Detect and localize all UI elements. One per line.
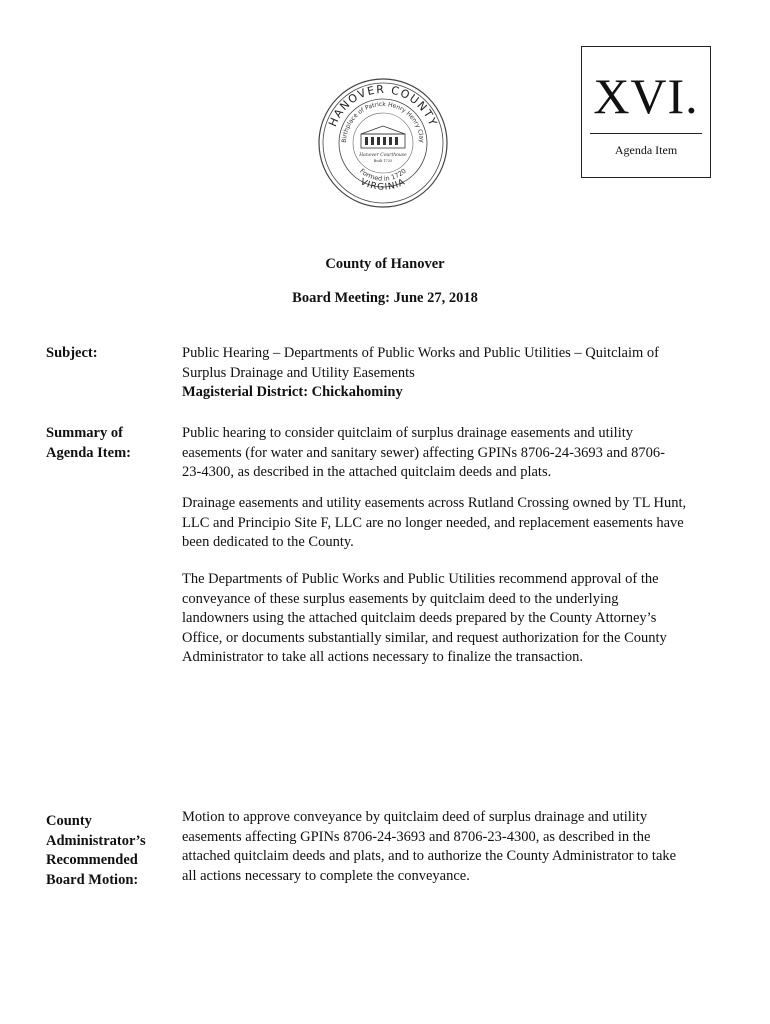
agenda-divider bbox=[590, 133, 702, 134]
agenda-item-number: XVI. bbox=[593, 68, 699, 124]
summary-paragraph-2: Drainage easements and utility easements across Rutland Crossing owned by TL Hunt, LLC and Principio Site F, LLC are no longer needed, and replacement easements have been dedicated to the County. bbox=[182, 495, 687, 550]
svg-text:Formed in 1720: Formed in 1720 bbox=[358, 167, 408, 183]
board-meeting-date: Board Meeting: June 27, 2018 bbox=[292, 290, 478, 306]
subject-label: Subject: bbox=[46, 345, 98, 361]
agenda-item-box bbox=[581, 46, 711, 178]
subject-text bbox=[182, 344, 712, 403]
board-motion-text: Motion to approve conveyance by quitclaim deed of surplus drainage and utility easements affecting GPINs 8706-24-3693 and 8706-23-4300, as described in the attached quitclaim deeds and plats, and to authorize the County Administrator to take all actions necessary to complete the conveyance. bbox=[182, 809, 677, 884]
summary-paragraph-1: Public hearing to consider quitclaim of surplus drainage easements and utility easements (for water and sanitary sewer) affecting GPINs 8706-24-3693 and 8706- 23-4300, as described in the attached quitclaim deeds and plats. bbox=[182, 425, 665, 480]
board-motion-label: County Administrator’s Recommended Board Motion: bbox=[46, 813, 146, 888]
svg-text:Birthplace of Patrick Henry He: Birthplace of Patrick Henry Henry Clay bbox=[340, 100, 426, 143]
magisterial-district: Magisterial District: Chickahominy bbox=[182, 384, 403, 400]
svg-text:HANOVER COUNTY: HANOVER COUNTY bbox=[326, 82, 440, 129]
summary-paragraph-3: The Departments of Public Works and Public Utilities recommend approval of the conveyance of these surplus easements by quitclaim deed to the underlying landowners using the attached quitclaim deeds prepared by the County Attorney’s Office, or documents substantially similar, and request authorization for the County Administrator to take all actions necessary to finalize the transaction. bbox=[182, 571, 667, 665]
summary-label: Summary of Agenda Item: bbox=[46, 425, 131, 461]
county-seal-logo bbox=[316, 76, 450, 210]
svg-text:VIRGINIA: VIRGINIA bbox=[358, 177, 408, 193]
agenda-item-label: Agenda Item bbox=[614, 143, 678, 157]
subject-line: Surplus Drainage and Utility Easements bbox=[182, 364, 415, 381]
svg-text:Built 1735: Built 1735 bbox=[373, 159, 393, 163]
county-title: County of Hanover bbox=[325, 256, 445, 272]
subject-line: Public Hearing – Departments of Public Works and Public Utilities – Quitclaim of bbox=[182, 345, 659, 361]
svg-text:Hanover Courthouse: Hanover Courthouse bbox=[359, 153, 407, 158]
